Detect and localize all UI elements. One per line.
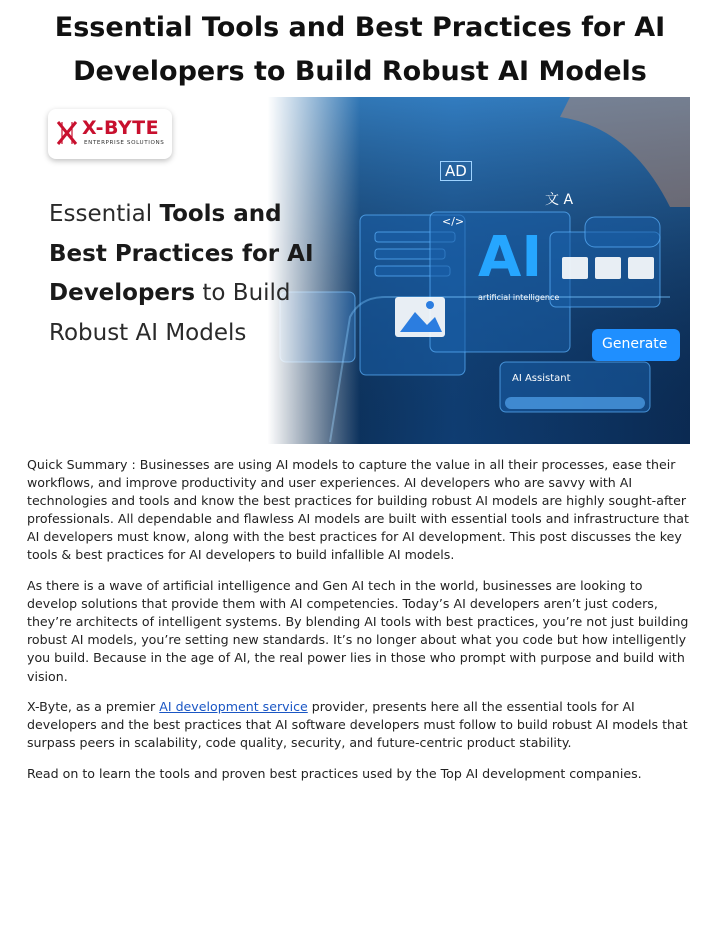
logo-wordmark: X-BYTE	[82, 117, 160, 139]
intro-paragraph: As there is a wave of artificial intelligence and Gen AI tech in the world, businesses are looking to develop solutions that provide them with AI competencies. Today’s AI developers aren’t just coders, they’re architects of intelligent systems. By blending AI tools with best practices, you’re not just building robust AI models, you’re setting new standards. It’s no longer about what you code but how intelligently you build. Because in the age of AI, the real power lies in those who prompt with purpose and build with vision.	[27, 578, 689, 684]
page-title-line-1: Essential Tools and Best Practices for AI	[54, 12, 666, 43]
code-label: </>	[442, 215, 465, 228]
ai-development-service-link[interactable]: AI development service	[159, 699, 308, 715]
image-icon	[395, 297, 445, 337]
para-text: X-Byte, as a premier	[27, 699, 160, 715]
banner-heading-bold: Developers	[49, 280, 196, 306]
banner-heading-bold: Best Practices for AI	[49, 240, 314, 267]
brand-logo	[48, 109, 172, 159]
page-title	[0, 0, 720, 94]
translate-icon	[545, 189, 573, 209]
xbyte-paragraph	[27, 698, 691, 752]
logo-tagline: ENTERPRISE SOLUTIONS	[84, 140, 165, 146]
article-body	[27, 456, 691, 796]
gallery-icons	[562, 257, 654, 279]
page-title-line-2: Developers to Build Robust AI Models	[73, 56, 647, 87]
translate-glyph-b: A	[563, 192, 574, 208]
read-on-paragraph: Read on to learn the tools and proven best practices used by the Top AI development companies.	[27, 765, 642, 781]
generate-label: Generate	[602, 336, 668, 352]
hero-banner	[30, 97, 690, 444]
banner-heading	[49, 195, 349, 353]
ad-label: AD	[440, 161, 472, 181]
banner-heading-part: to Build	[195, 280, 291, 306]
ai-subtitle: artificial intelligence	[478, 293, 560, 302]
banner-heading-part: Robust AI Models	[49, 319, 247, 346]
ai-label: AI	[478, 225, 543, 290]
banner-heading-bold: Tools and	[159, 201, 282, 227]
banner-heading-part: Essential	[49, 201, 160, 227]
para-text: provider, presents here all the essential tools for AI developers and the best practices that AI software developers must follow to build robust AI models that surpass peers in scalability, code quality, security, and future-centric product stability.	[27, 699, 688, 751]
quick-summary: Quick Summary : Businesses are using AI models to capture the value in all their processes, ease their workflows, and improve productivity and user experiences. AI developers who are savvy with AI technologies and tools and know the best practices for building robust AI models are highly sought-after professionals. All dependable and flawless AI models are built with essential tools and infrastructure that AI developers must know, along with the best practices for AI development. This post discusses the key tools & best practices for AI developers to build infallible AI models.	[27, 457, 689, 563]
ai-assistant-label: AI Assistant	[512, 373, 571, 384]
xbyte-logo-icon	[56, 120, 78, 146]
translate-glyph-a: 文	[545, 192, 559, 208]
